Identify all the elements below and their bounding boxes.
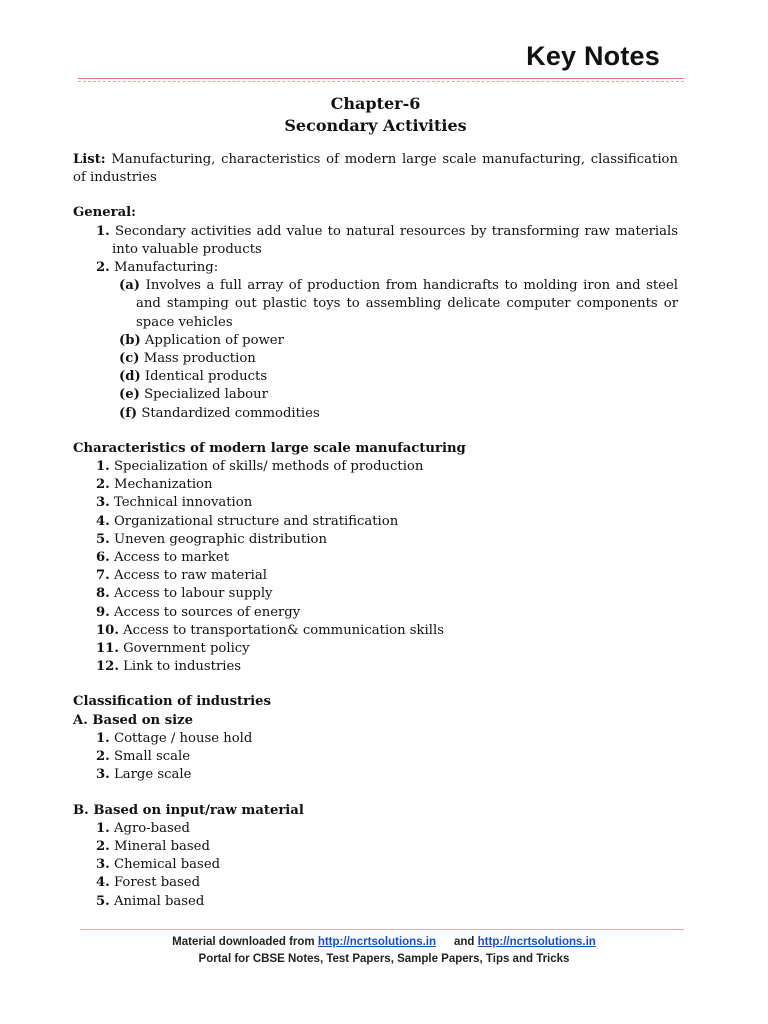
list-text: Manufacturing, characteristics of modern large scale manufacturing, classification of industries bbox=[73, 152, 678, 186]
manufacturing-sublist bbox=[73, 277, 678, 423]
item-text: Specialization of skills/ methods of production bbox=[109, 459, 424, 475]
footer-rule bbox=[80, 929, 684, 930]
list-item bbox=[96, 893, 678, 911]
item-text: Involves a full array of production from handicrafts to molding iron and steel and stamping out plastic toys to assembling delicate computer components or space vehicles bbox=[136, 278, 678, 330]
item-text: Secondary activities add value to natural resources by transforming raw materials into valuable products bbox=[109, 223, 678, 257]
list-item bbox=[96, 622, 678, 640]
list-item bbox=[96, 730, 678, 748]
item-text: Link to industries bbox=[118, 659, 242, 675]
item-number: (e) bbox=[119, 387, 140, 403]
list-item bbox=[96, 658, 678, 676]
list-item bbox=[96, 874, 678, 892]
item-text: Large scale bbox=[109, 767, 192, 783]
list-item bbox=[96, 223, 678, 259]
list-item bbox=[96, 494, 678, 512]
input-list bbox=[73, 820, 678, 911]
item-number: 7. bbox=[96, 568, 110, 584]
item-text: Mineral based bbox=[109, 838, 210, 854]
list-item bbox=[96, 513, 678, 531]
item-number: (c) bbox=[119, 351, 140, 367]
list-paragraph bbox=[73, 151, 678, 187]
item-number: (b) bbox=[119, 332, 141, 348]
item-number: 5. bbox=[96, 531, 110, 547]
chapter-title: Secondary Activities bbox=[284, 116, 467, 135]
characteristics-list bbox=[73, 458, 678, 676]
item-number: 5. bbox=[96, 893, 110, 909]
item-number: (a) bbox=[119, 278, 141, 294]
list-item bbox=[119, 350, 678, 368]
input-heading: B. Based on input/raw material bbox=[73, 802, 304, 818]
item-number: 11. bbox=[96, 641, 119, 657]
item-text: Access to transportation& communication skills bbox=[118, 622, 444, 638]
item-number: 10. bbox=[96, 622, 119, 638]
list-item bbox=[96, 585, 678, 603]
classification-heading: Classification of industries bbox=[73, 694, 271, 710]
item-number: 2. bbox=[96, 477, 110, 493]
footer-link-2[interactable]: http://ncrtsolutions.in bbox=[477, 936, 596, 948]
item-number: (f) bbox=[119, 405, 138, 421]
item-text: Agro-based bbox=[109, 820, 190, 836]
item-text: Specialized labour bbox=[139, 387, 268, 403]
item-number: 1. bbox=[96, 459, 110, 475]
list-item bbox=[96, 856, 678, 874]
item-text: Standardized commodities bbox=[137, 405, 320, 421]
list-item bbox=[96, 476, 678, 494]
item-number: 1. bbox=[96, 223, 110, 239]
footer-link-1[interactable]: http://ncrtsolutions.in bbox=[317, 936, 437, 948]
list-item bbox=[96, 604, 678, 622]
list-item bbox=[96, 531, 678, 549]
list-item bbox=[119, 405, 678, 423]
item-text: Manufacturing: bbox=[113, 260, 219, 276]
footer-prefix: Material downloaded from bbox=[172, 936, 318, 948]
item-number: 6. bbox=[96, 550, 110, 566]
list-item bbox=[96, 458, 678, 476]
item-number: 3. bbox=[96, 857, 110, 873]
item-number: 12. bbox=[96, 659, 119, 675]
item-text: Application of power bbox=[140, 332, 284, 348]
item-text: Small scale bbox=[109, 749, 191, 765]
item-text: Identical products bbox=[140, 369, 268, 385]
footer-source-line bbox=[0, 936, 768, 948]
item-number: 2. bbox=[96, 749, 110, 765]
footer-tagline: Portal for CBSE Notes, Test Papers, Sample Papers, Tips and Tricks bbox=[198, 953, 570, 965]
item-text: Government policy bbox=[118, 641, 250, 657]
list-item bbox=[96, 549, 678, 567]
size-heading: A. Based on size bbox=[73, 712, 194, 728]
list-item bbox=[96, 748, 678, 766]
item-number: (d) bbox=[119, 369, 141, 385]
characteristics-heading: Characteristics of modern large scale manufacturing bbox=[73, 440, 466, 456]
header-rule bbox=[78, 78, 684, 79]
footer-conjunction: and bbox=[454, 936, 478, 948]
list-item bbox=[119, 386, 678, 404]
list-item bbox=[96, 766, 678, 784]
item-number: 9. bbox=[96, 604, 110, 620]
item-number: 2. bbox=[96, 838, 110, 854]
list-item bbox=[119, 332, 678, 350]
item-text: Organizational structure and stratification bbox=[109, 513, 399, 529]
list-item bbox=[96, 259, 678, 277]
item-text: Chemical based bbox=[109, 857, 221, 873]
item-text: Mechanization bbox=[109, 477, 213, 493]
item-text: Technical innovation bbox=[109, 495, 253, 511]
item-number: 3. bbox=[96, 495, 110, 511]
item-number: 1. bbox=[96, 820, 110, 836]
list-label: List: bbox=[73, 152, 106, 167]
document-body bbox=[73, 93, 678, 911]
list-item bbox=[96, 567, 678, 585]
list-item bbox=[96, 640, 678, 658]
item-number: 8. bbox=[96, 586, 110, 602]
item-text: Access to market bbox=[109, 550, 229, 566]
item-text: Animal based bbox=[109, 893, 205, 909]
item-number: 1. bbox=[96, 730, 110, 746]
list-item bbox=[119, 368, 678, 386]
list-item bbox=[119, 277, 678, 332]
header-title: Key Notes bbox=[526, 41, 660, 71]
item-text: Forest based bbox=[109, 875, 201, 891]
general-heading: General: bbox=[73, 205, 137, 221]
header-rule-dashed bbox=[78, 81, 684, 82]
item-text: Uneven geographic distribution bbox=[109, 531, 327, 547]
list-item bbox=[96, 820, 678, 838]
item-text: Cottage / house hold bbox=[109, 730, 253, 746]
item-text: Access to labour supply bbox=[109, 586, 273, 602]
item-number: 3. bbox=[96, 767, 110, 783]
item-text: Access to raw material bbox=[109, 568, 267, 584]
item-number: 2. bbox=[96, 260, 110, 276]
item-text: Mass production bbox=[139, 351, 256, 367]
chapter-number: Chapter-6 bbox=[330, 94, 421, 113]
item-number: 4. bbox=[96, 513, 110, 529]
item-text: Access to sources of energy bbox=[109, 604, 301, 620]
size-list bbox=[73, 730, 678, 785]
general-list bbox=[73, 223, 678, 278]
list-item bbox=[96, 838, 678, 856]
item-number: 4. bbox=[96, 875, 110, 891]
